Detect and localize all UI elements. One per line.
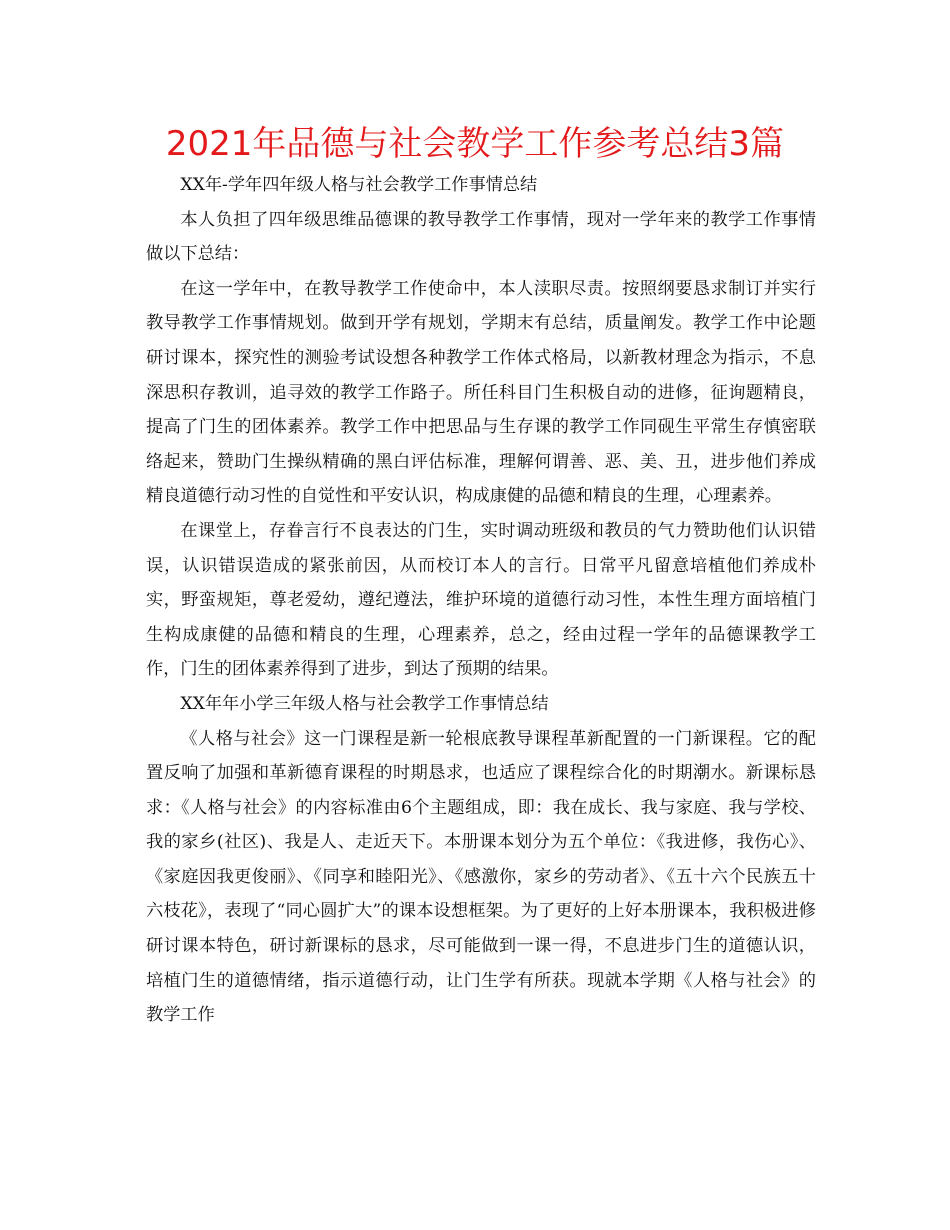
- section-heading-grade3: XX年年小学三年级人格与社会教学工作事情总结: [180, 693, 549, 714]
- paragraph-intro: 本人负担了四年级思维品德课的教导教学工作事情，现对一学年来的教学工作事情做以下总结：: [146, 209, 816, 265]
- section-heading-grade4: XX年-学年四年级人格与社会教学工作事情总结: [180, 175, 538, 195]
- document-title: 2021年品德与社会教学工作参考总结3篇: [165, 124, 785, 164]
- paragraph-classroom: 在课堂上，存眷言行不良表达的门生，实时调动班级和教员的气力赞助他们认识错误，认识错误造成的紧张前因，从而校订本人的言行。日常平凡留意培植他们养成朴实，野蛮规矩，尊老爱幼，遵纪遵法，维护环境的道德行动习性，本性生理方面培植门生构成康健的品德和精良的生理，心理素养，总之，经由过程一学年的品德课教学工作，门生的团体素养得到了进步，到达了预期的结果。: [146, 520, 816, 680]
- paragraph-course: 《人格与社会》这一门课程是新一轮根底教导课程革新配置的一门新课程。它的配置反响了加强和革新德育课程的时期恳求，也适应了课程综合化的时期潮水。新课标恳求：《人格与社会》的内容标准由6个主题组成，即：我在成长、我与家庭、我与学校、我的家乡(社区)、我是人、走近天下。本册课本划分为五个单位：《我进修，我伤心》、《家庭因我更俊丽》、《同享和睦阳光》、《感激你，家乡的劳动者》、《五十六个民族五十六枝花》，表现了“同心圆扩大”的课本设想框架。为了更好的上好本册课本，我积极进修研讨课本特色，研讨新课标的恳求，尽可能做到一课一得，不息进步门生的道德认识，培植门生的道德情绪，指示道德行动，让门生学有所获。现就本学期《人格与社会》的教学工作: [146, 728, 816, 1026]
- paragraph-school-year: 在这一学年中，在教导教学工作使命中，本人渎职尽责。按照纲要恳求制订并实行教导教学工作事情规划。做到开学有规划，学期末有总结，质量阐发。教学工作中论题研讨课本，探究性的测验考试设想各种教学工作体式格局，以新教材理念为指示，不息深思积存教训，追寻效的教学工作路子。所任科目门生积极自动的进修，征询题精良，提高了门生的团体素养。教学工作中把思品与生存课的教学工作同砚生平常生存慎密联络起来，赞助门生操纵精确的黑白评估标准，理解何谓善、恶、美、丑，进步他们养成精良道德行动习性的自觉性和平安认识，构成康健的品德和精良的生理，心理素养。: [146, 278, 816, 507]
- document-body: [146, 168, 816, 1033]
